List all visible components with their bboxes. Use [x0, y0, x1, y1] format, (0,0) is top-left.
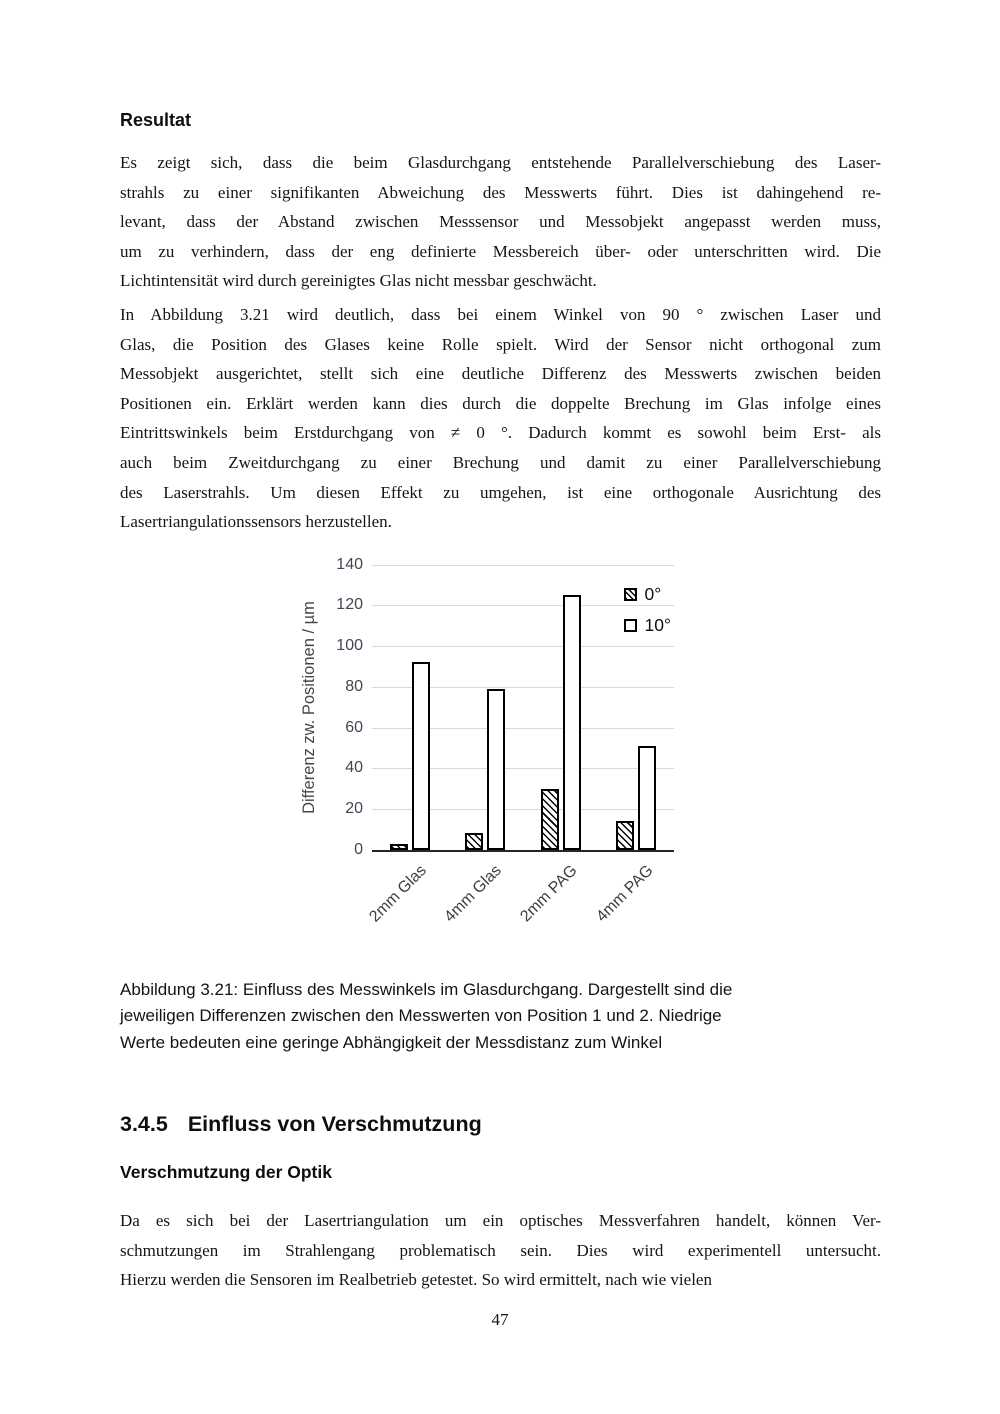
figure-abbildung-3-21	[120, 555, 881, 963]
y-tick-label: 40	[345, 759, 363, 777]
y-tick-label: 100	[336, 637, 363, 655]
text-line: Positionen ein. Erklärt werden kann dies durch die doppelte Brechung im Glas infolge eines	[120, 393, 881, 413]
paragraph-verschmutzung	[120, 1206, 881, 1295]
legend-entry-0deg	[624, 584, 671, 605]
text-line: Hierzu werden die Sensoren im Realbetrieb getestet. So wird ermittelt, nach wie vielen	[120, 1270, 712, 1290]
x-axis-label: 4mm PAG	[592, 861, 657, 926]
text-line: strahls zu einer signifikanten Abweichung des Messwerts führt. Dies ist dahingehend re-	[120, 182, 881, 202]
y-axis-ticks	[326, 555, 372, 858]
bar-10deg-4mm-glas	[487, 689, 505, 850]
page-content	[120, 0, 881, 1295]
bar-0deg-4mm-glas	[465, 833, 483, 849]
bar-0deg-4mm-pag	[616, 821, 634, 850]
text-line: Messobjekt ausgerichtet, stellt sich eine deutliche Differenz des Messwerts zwischen beiden	[120, 364, 881, 384]
bar-10deg-2mm-glas	[412, 662, 430, 849]
y-tick-label: 20	[345, 800, 363, 817]
text-line: um zu verhindern, dass der eng definierte Messbereich über- oder unterschritten wird. Die	[120, 241, 881, 261]
text-line: des Laserstrahls. Um diesen Effekt zu umgehen, ist eine orthogonale Ausrichtung des	[120, 482, 881, 502]
text-line: levant, dass der Abstand zwischen Messsensor und Messobjekt angepasst werden muss,	[120, 212, 881, 232]
plot-area	[372, 565, 674, 852]
section-number: 3.4.5	[120, 1111, 168, 1136]
chart-legend	[624, 584, 671, 646]
legend-label-0deg: 0°	[644, 583, 662, 604]
text-line: Glas, die Position des Glases keine Rolle spielt. Wird der Sensor nicht orthogonal zum	[120, 334, 881, 354]
figure-caption	[120, 977, 881, 1056]
section-heading-3-4-5	[120, 1112, 881, 1137]
bar-0deg-2mm-pag	[541, 789, 559, 850]
legend-swatch-0deg-icon	[624, 588, 637, 601]
text-line: auch beim Zweitdurchgang zu einer Brechung und damit zu einer Parallelverschiebung	[120, 452, 881, 472]
bar-group	[372, 565, 448, 850]
x-axis-label: 2mm PAG	[517, 861, 581, 926]
text-line: Eintrittswinkels beim Erstdurchgang von ≠ 0 °. Dadurch kommt es sowohl beim Erst- als	[120, 423, 881, 443]
y-tick-label: 80	[345, 677, 363, 695]
bar-10deg-4mm-pag	[638, 746, 656, 850]
bar-group	[448, 565, 524, 850]
resultat-heading: Resultat	[120, 110, 192, 130]
y-axis-title-text: Differenz zw. Positionen / µm	[299, 600, 318, 814]
text-line: Abbildung 3.21: Einfluss des Messwinkels im Glasdurchgang. Dargestellt sind die	[120, 979, 733, 999]
y-tick-label: 120	[336, 596, 363, 614]
y-tick-label: 60	[345, 718, 363, 736]
subheading-verschmutzung: Verschmutzung der Optik	[120, 1161, 332, 1182]
x-axis-label: 4mm Glas	[441, 861, 506, 926]
bar-0deg-2mm-glas	[390, 844, 408, 850]
legend-swatch-10deg-icon	[624, 619, 637, 632]
x-axis-labels	[366, 852, 674, 965]
page-number: 47	[491, 1310, 509, 1329]
text-line: In Abbildung 3.21 wird deutlich, dass bei einem Winkel von 90 ° zwischen Laser und	[120, 304, 881, 324]
text-line: Es zeigt sich, dass die beim Glasdurchgang entstehende Parallelverschiebung des Laser-	[120, 153, 881, 172]
legend-label-10deg: 10°	[644, 614, 671, 635]
y-tick-label: 0	[354, 840, 363, 858]
legend-entry-10deg	[624, 615, 671, 636]
plot-wrap	[366, 565, 674, 965]
paragraph-resultat-1	[120, 148, 881, 296]
bar-chart	[292, 555, 674, 965]
section-title: Einfluss von Verschmutzung	[187, 1111, 482, 1136]
bar-group	[523, 565, 599, 850]
x-axis-label: 2mm Glas	[366, 861, 430, 926]
text-line: Da es sich bei der Lasertriangulation um ein optisches Messverfahren handelt, können Ver-	[120, 1210, 881, 1230]
text-line: Werte bedeuten eine geringe Abhängigkeit der Messdistanz zum Winkel	[120, 1032, 663, 1052]
text-line: Lasertriangulationssensors herzustellen.	[120, 512, 392, 532]
y-axis-title	[292, 565, 326, 850]
text-line: schmutzungen im Strahlengang problematisch sein. Dies wird experimentell untersucht.	[120, 1240, 881, 1260]
y-tick-label: 140	[336, 555, 363, 573]
text-line: Lichtintensität wird durch gereinigtes Glas nicht messbar geschwächt.	[120, 271, 597, 291]
paragraph-resultat-2	[120, 300, 881, 537]
text-line: jeweiligen Differenzen zwischen den Messwerten von Position 1 und 2. Niedrige	[120, 1006, 722, 1026]
bar-10deg-2mm-pag	[563, 595, 581, 849]
